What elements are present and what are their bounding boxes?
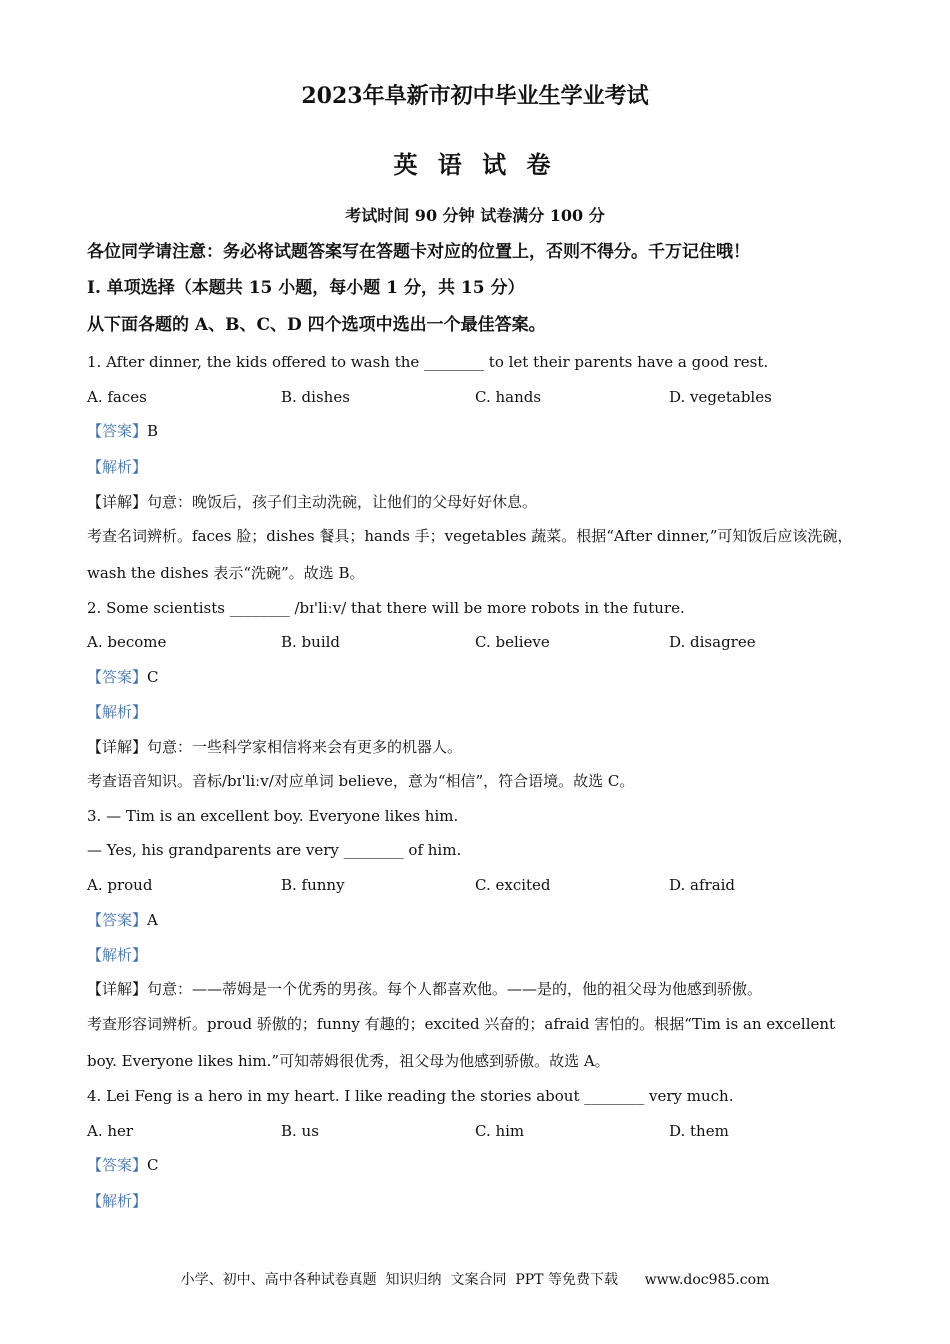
- question-1-analysis-tag: 【解析】: [87, 458, 148, 476]
- question-1-option-a: A. faces: [87, 388, 147, 406]
- question-1-answer: [87, 421, 158, 441]
- question-3-explanation-line: 考查形容词辨析。proud 骄傲的；funny 有趣的；excited 兴奋的；afraid 害怕的。根据“Tim is an excellent: [87, 1015, 836, 1033]
- question-1-explanation-line: 考查名词辨析。faces 脸；dishes 餐具；hands 手；vegetables 蔬菜。根据“After dinner,”可知饭后应该洗碗，: [87, 527, 853, 545]
- question-3-option-b: B. funny: [281, 876, 345, 894]
- question-3-explanation-line: boy. Everyone likes him.”可知蒂姆很优秀，祖父母为他感到骄傲。故选 A。: [87, 1052, 610, 1070]
- exam-notice: 各位同学请注意：务必将试题答案写在答题卡对应的位置上，否则不得分。千万记住哦！: [87, 242, 750, 262]
- question-3-option-d: D. afraid: [669, 876, 736, 894]
- question-3-option-c: C. excited: [475, 876, 551, 894]
- question-1-detail: [87, 492, 537, 512]
- question-2-analysis-tag: 【解析】: [87, 703, 148, 721]
- exam-info: 考试时间 90 分钟 试卷满分 100 分: [345, 206, 605, 225]
- question-2-option-c: C. believe: [475, 633, 550, 651]
- exam-subtitle: 英 语 试 卷: [393, 150, 557, 179]
- detail-text: 句意：——蒂姆是一个优秀的男孩。每个人都喜欢他。——是的，他的祖父母为他感到骄傲。: [147, 980, 763, 998]
- answer-value: C: [147, 1156, 159, 1174]
- page-footer: 小学、初中、高中各种试卷真题 知识归纳 文案合同 PPT 等免费下载 www.doc985.com: [180, 1272, 770, 1288]
- answer-value: C: [147, 668, 159, 686]
- detail-tag: 【详解】: [87, 980, 148, 998]
- question-1-explanation-line: wash the dishes 表示“洗碗”。故选 B。: [87, 564, 365, 582]
- question-2-stem: 2. Some scientists ________ /bɪ'liːv/ that there will be more robots in the future.: [87, 599, 685, 617]
- question-3-detail: [87, 979, 762, 999]
- question-4-answer: [87, 1155, 159, 1175]
- question-4-analysis-tag: 【解析】: [87, 1192, 148, 1210]
- exam-title: 2023年阜新市初中毕业生学业考试: [301, 83, 649, 109]
- question-4-option-a: A. her: [87, 1122, 134, 1140]
- answer-tag: 【答案】: [87, 668, 148, 686]
- question-4-stem: 4. Lei Feng is a hero in my heart. I like reading the stories about ________ very much.: [87, 1087, 734, 1105]
- question-3-stem: 3. — Tim is an excellent boy. Everyone likes him.: [87, 807, 459, 825]
- question-1-option-c: C. hands: [475, 388, 542, 406]
- question-1-option-d: D. vegetables: [669, 388, 772, 406]
- answer-value: B: [147, 422, 159, 440]
- question-2-option-b: B. build: [281, 633, 341, 651]
- detail-text: 句意：晚饭后，孩子们主动洗碗，让他们的父母好好休息。: [147, 493, 538, 511]
- question-2-option-a: A. become: [87, 633, 167, 651]
- question-2-option-d: D. disagree: [669, 633, 756, 651]
- question-3-option-a: A. proud: [87, 876, 153, 894]
- detail-text: 句意：一些科学家相信将来会有更多的机器人。: [147, 738, 463, 756]
- question-2-answer: [87, 667, 159, 687]
- section-instruction: 从下面各题的 A、B、C、D 四个选项中选出一个最佳答案。: [87, 315, 546, 335]
- section-title: I. 单项选择（本题共 15 小题，每小题 1 分，共 15 分）: [87, 278, 525, 298]
- answer-tag: 【答案】: [87, 911, 148, 929]
- question-1-option-b: B. dishes: [281, 388, 350, 406]
- question-2-detail: [87, 737, 462, 757]
- question-3-stem-reply: — Yes, his grandparents are very ________ of him.: [87, 841, 462, 859]
- question-4-option-b: B. us: [281, 1122, 319, 1140]
- answer-tag: 【答案】: [87, 1156, 148, 1174]
- answer-value: A: [147, 911, 158, 929]
- question-1-stem: 1. After dinner, the kids offered to wash the ________ to let their parents have a good rest.: [87, 353, 769, 371]
- question-4-option-d: D. them: [669, 1122, 729, 1140]
- question-3-analysis-tag: 【解析】: [87, 946, 148, 964]
- question-3-answer: [87, 910, 158, 930]
- question-4-option-c: C. him: [475, 1122, 525, 1140]
- question-2-explanation-line: 考查语音知识。音标/bɪ'liːv/对应单词 believe，意为“相信”，符合语境。故选 C。: [87, 772, 635, 790]
- answer-tag: 【答案】: [87, 422, 148, 440]
- detail-tag: 【详解】: [87, 738, 148, 756]
- detail-tag: 【详解】: [87, 493, 148, 511]
